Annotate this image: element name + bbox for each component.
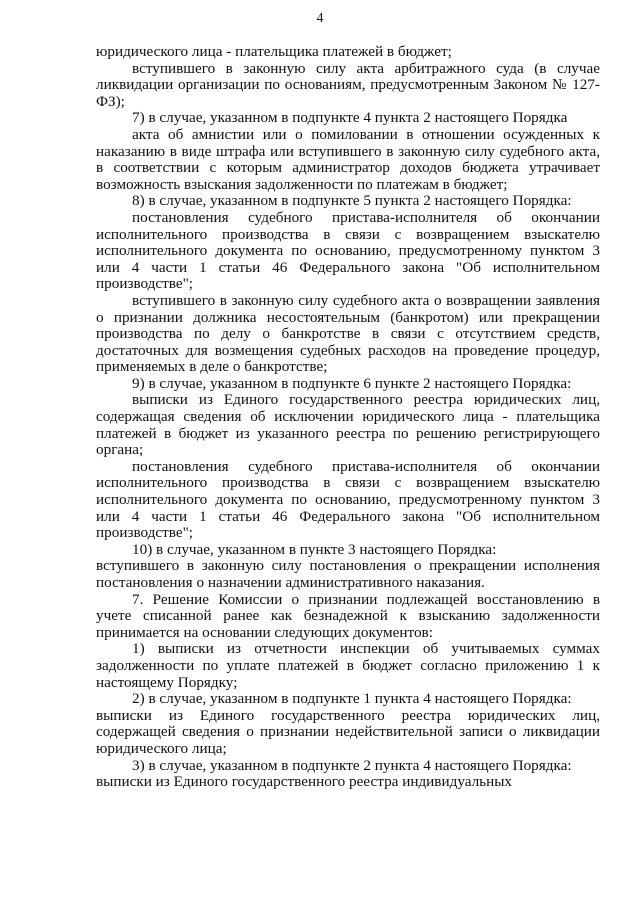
- paragraph: вступившего в законную силу судебного акта о возвращении заявления о признании должника несостоятельным (банкротом) или прекращении производства по делу о банкротстве в связи с отсутствием средств, достаточных для возмещения судебных расходов на проведение процедур, применяемых в деле о банкротстве;: [96, 291, 600, 376]
- paragraph: вступившего в законную силу постановления о прекращении исполнения постановления о назначении административного наказания.: [96, 557, 600, 591]
- page-number: 4: [316, 11, 324, 26]
- paragraph: постановления судебного пристава-исполнителя об окончании исполнительного производства в связи с возвращением взыскателю исполнительного документа по основанию, предусмотренному пунктом 3 или 4 части 1 статьи 46 Федерального закона "Об исполнительном производстве";: [96, 457, 600, 542]
- paragraph: 7. Решение Комиссии о признании подлежащей восстановлению в учете списанной ранее как безнадежной к взысканию задолженности принимается на основании следующих документов:: [96, 590, 600, 641]
- paragraph: постановления судебного пристава-исполнителя об окончании исполнительного производства в связи с возвращением взыскателю исполнительного документа по основанию, предусмотренному пунктом 3 или 4 части 1 статьи 46 Федерального закона "Об исполнительном производстве";: [96, 208, 600, 293]
- paragraph: акта об амнистии или о помиловании в отношении осужденных к наказанию в виде штрафа или вступившего в законную силу судебного акта, в соответствии с которым администратор доходов бюджета утрачивает возможность взыскания задолженности по платежам в бюджет;: [96, 125, 600, 193]
- paragraph: 7) в случае, указанном в подпункте 4 пункта 2 настоящего Порядка: [132, 109, 568, 127]
- paragraph: 2) в случае, указанном в подпункте 1 пункта 4 настоящего Порядка:: [132, 690, 572, 708]
- paragraph: вступившего в законную силу акта арбитражного суда (в случае ликвидации организации по основаниям, предусмотренным Законом № 127-ФЗ);: [96, 59, 600, 110]
- paragraph: выписки из Единого государственного реестра индивидуальных: [96, 773, 513, 791]
- paragraph: выписки из Единого государственного реестра юридических лиц, содержащая сведения об исключении юридического лица - плательщика платежей в бюджет из указанного реестра по решению регистрирующего органа;: [96, 391, 600, 459]
- paragraph: 3) в случае, указанном в подпункте 2 пункта 4 настоящего Порядка:: [132, 756, 572, 774]
- paragraph: юридического лица - плательщика платежей в бюджет;: [96, 43, 452, 60]
- paragraph: 8) в случае, указанном в подпункте 5 пункта 2 настоящего Порядка:: [132, 192, 572, 210]
- paragraph: 1) выписки из отчетности инспекции об учитываемых суммах задолженности по уплате платежей в бюджет согласно приложению 1 к настоящему Порядку;: [96, 640, 600, 691]
- paragraph: 10) в случае, указанном в пункте 3 настоящего Порядка:: [132, 540, 497, 558]
- paragraph: 9) в случае, указанном в подпункте 6 пункте 2 настоящего Порядка:: [132, 374, 572, 392]
- paragraph: выписки из Единого государственного реестра юридических лиц, содержащей сведения о признании недействительной записи о ликвидации юридического лица;: [96, 706, 600, 757]
- document-body: [96, 44, 600, 791]
